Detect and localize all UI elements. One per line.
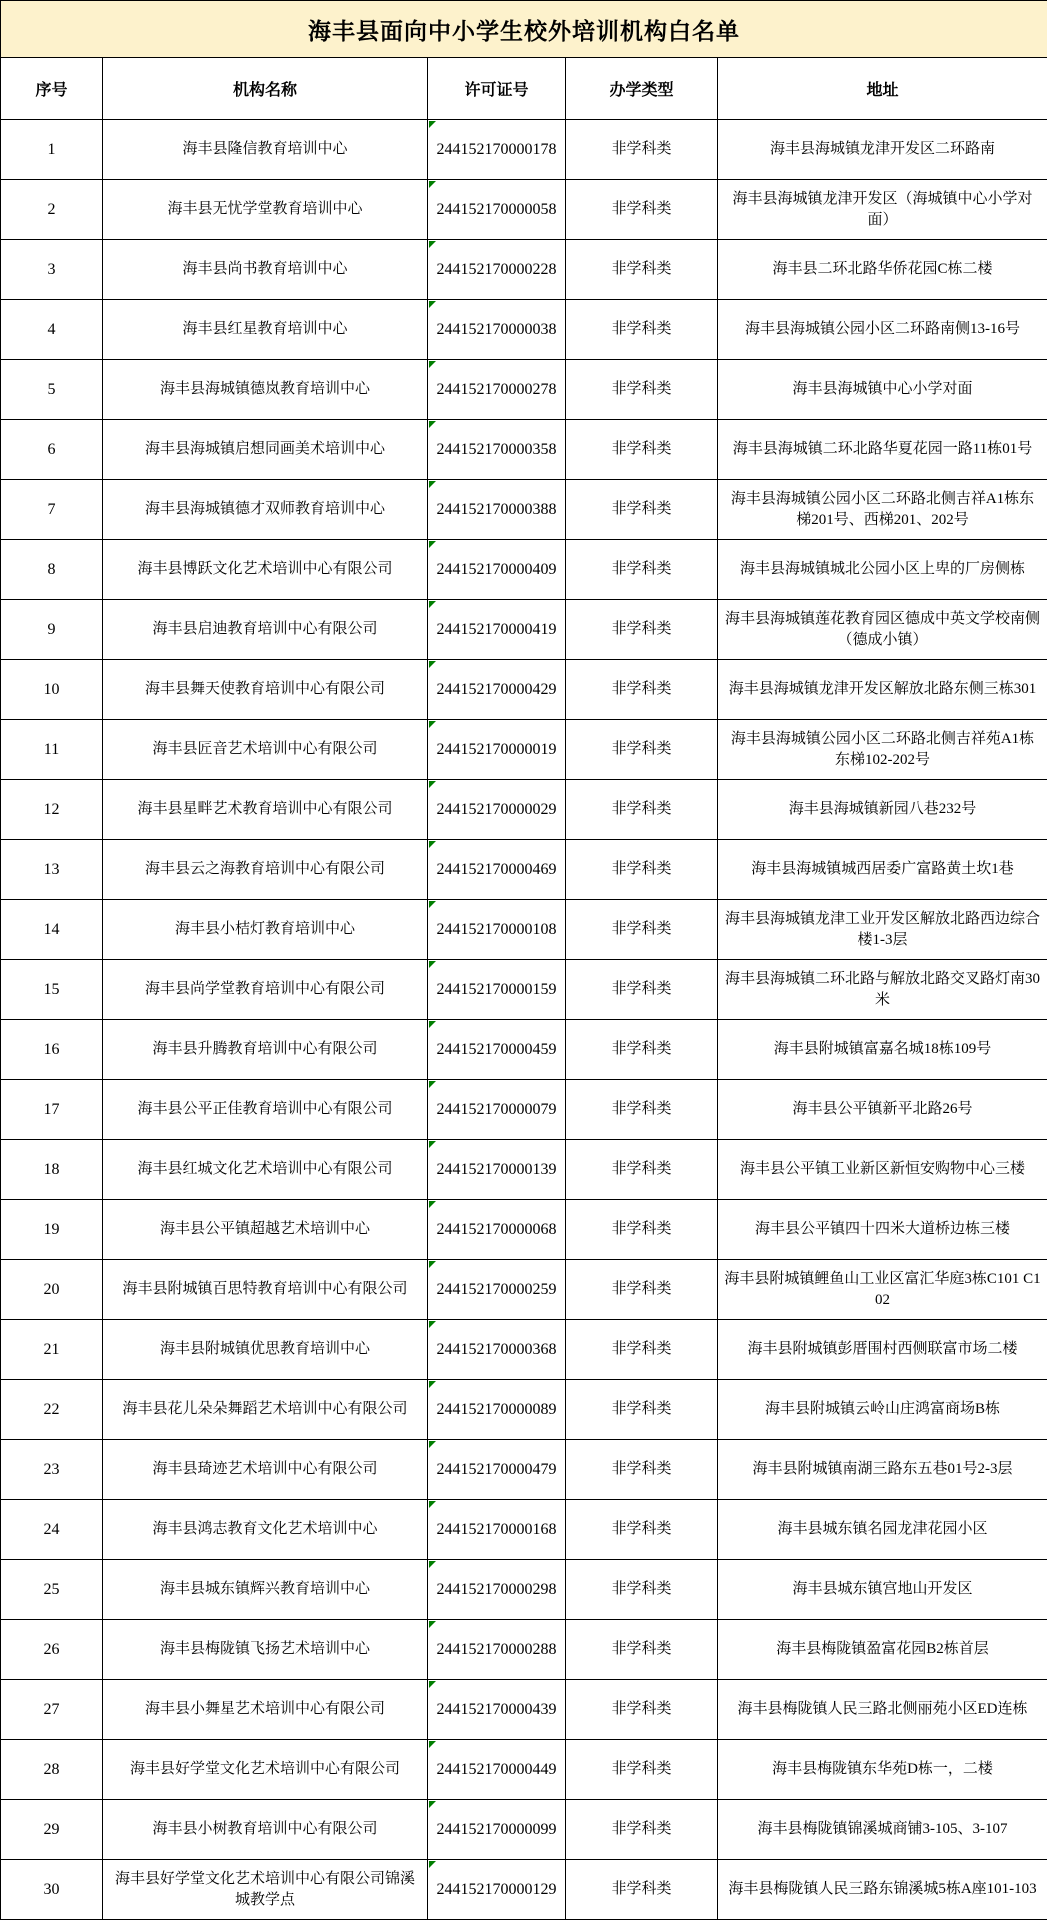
- row-index-cell: 28: [1, 1740, 103, 1800]
- row-index-cell: 3: [1, 240, 103, 300]
- license-number-cell: [428, 840, 566, 900]
- row-index-cell: 15: [1, 960, 103, 1020]
- row-index-cell: 27: [1, 1680, 103, 1740]
- address-cell: 海丰县梅陇镇锦溪城商铺3-105、3-107: [718, 1800, 1047, 1860]
- address-cell: 海丰县公平镇工业新区新恒安购物中心三楼: [718, 1140, 1047, 1200]
- category-cell: 非学科类: [566, 360, 718, 420]
- table-row: [1, 180, 1047, 240]
- address-cell: 海丰县梅陇镇人民三路北侧丽苑小区ED连栋: [718, 1680, 1047, 1740]
- address-cell: 海丰县海城镇莲花教育园区德成中英文学校南侧（德成小镇）: [718, 600, 1047, 660]
- institution-name-cell: 海丰县海城镇启想同画美术培训中心: [103, 420, 428, 480]
- institution-name-cell: 海丰县小桔灯教育培训中心: [103, 900, 428, 960]
- license-number-cell: [428, 660, 566, 720]
- address-cell: 海丰县梅陇镇东华苑D栋一，二楼: [718, 1740, 1047, 1800]
- table-row: [1, 1560, 1047, 1620]
- table-row: [1, 120, 1047, 180]
- license-number: 244152170000068: [436, 1221, 557, 1238]
- category-cell: 非学科类: [566, 1200, 718, 1260]
- institution-name-cell: 海丰县梅陇镇飞扬艺术培训中心: [103, 1620, 428, 1680]
- institution-name-cell: 海丰县红城文化艺术培训中心有限公司: [103, 1140, 428, 1200]
- excel-flag-triangle-icon: [429, 1381, 436, 1388]
- category-cell: 非学科类: [566, 1860, 718, 1920]
- address-cell: 海丰县海城镇二环北路华夏花园一路11栋01号: [718, 420, 1047, 480]
- category-cell: 非学科类: [566, 1320, 718, 1380]
- table-row: [1, 780, 1047, 840]
- address-cell: 海丰县海城镇龙津工业开发区解放北路西边综合楼1-3层: [718, 900, 1047, 960]
- excel-flag-triangle-icon: [429, 721, 436, 728]
- excel-flag-triangle-icon: [429, 1681, 436, 1688]
- row-index-cell: 21: [1, 1320, 103, 1380]
- license-number-cell: [428, 1440, 566, 1500]
- excel-flag-triangle-icon: [429, 1741, 436, 1748]
- table-row: [1, 1740, 1047, 1800]
- excel-flag-triangle-icon: [429, 1621, 436, 1628]
- category-cell: 非学科类: [566, 1140, 718, 1200]
- column-header-address: 地址: [718, 58, 1047, 120]
- institution-name-cell: 海丰县舞天使教育培训中心有限公司: [103, 660, 428, 720]
- institution-name-cell: 海丰县海城镇德才双师教育培训中心: [103, 480, 428, 540]
- address-cell: 海丰县城东镇名园龙津花园小区: [718, 1500, 1047, 1560]
- table-body: [1, 120, 1047, 1920]
- address-cell: 海丰县海城镇公园小区二环路北侧吉祥苑A1栋东梯102-202号: [718, 720, 1047, 780]
- excel-flag-triangle-icon: [429, 361, 436, 368]
- category-cell: 非学科类: [566, 960, 718, 1020]
- title-row: [1, 1, 1047, 58]
- category-cell: 非学科类: [566, 1800, 718, 1860]
- column-header-index: 序号: [1, 58, 103, 120]
- license-number: 244152170000288: [436, 1641, 557, 1658]
- license-number: 244152170000079: [436, 1101, 557, 1118]
- page-title: 海丰县面向中小学生校外培训机构白名单: [1, 1, 1047, 58]
- category-cell: 非学科类: [566, 540, 718, 600]
- institution-name-cell: 海丰县红星教育培训中心: [103, 300, 428, 360]
- table-row: [1, 1320, 1047, 1380]
- institution-name-cell: 海丰县博跃文化艺术培训中心有限公司: [103, 540, 428, 600]
- institution-name-cell: 海丰县好学堂文化艺术培训中心有限公司锦溪城教学点: [103, 1860, 428, 1920]
- row-index-cell: 23: [1, 1440, 103, 1500]
- institution-name-cell: 海丰县公平镇超越艺术培训中心: [103, 1200, 428, 1260]
- address-cell: 海丰县海城镇公园小区二环路北侧吉祥A1栋东梯201号、西梯201、202号: [718, 480, 1047, 540]
- excel-flag-triangle-icon: [429, 1801, 436, 1808]
- table-row: [1, 840, 1047, 900]
- row-index-cell: 12: [1, 780, 103, 840]
- institution-name-cell: 海丰县升腾教育培训中心有限公司: [103, 1020, 428, 1080]
- excel-flag-triangle-icon: [429, 541, 436, 548]
- table-row: [1, 1440, 1047, 1500]
- table-row: [1, 600, 1047, 660]
- address-cell: 海丰县附城镇南湖三路东五巷01号2-3层: [718, 1440, 1047, 1500]
- address-cell: 海丰县海城镇龙津开发区二环路南: [718, 120, 1047, 180]
- license-number: 244152170000139: [436, 1161, 557, 1178]
- category-cell: 非学科类: [566, 1560, 718, 1620]
- license-number: 244152170000058: [436, 201, 557, 218]
- row-index-cell: 30: [1, 1860, 103, 1920]
- excel-flag-triangle-icon: [429, 1861, 436, 1868]
- address-cell: 海丰县海城镇新园八巷232号: [718, 780, 1047, 840]
- license-number-cell: [428, 240, 566, 300]
- institution-name-cell: 海丰县云之海教育培训中心有限公司: [103, 840, 428, 900]
- institution-name-cell: 海丰县海城镇德岚教育培训中心: [103, 360, 428, 420]
- category-cell: 非学科类: [566, 1680, 718, 1740]
- license-number-cell: [428, 960, 566, 1020]
- excel-flag-triangle-icon: [429, 1561, 436, 1568]
- row-index-cell: 25: [1, 1560, 103, 1620]
- address-cell: 海丰县附城镇富嘉名城18栋109号: [718, 1020, 1047, 1080]
- row-index-cell: 1: [1, 120, 103, 180]
- institution-name-cell: 海丰县好学堂文化艺术培训中心有限公司: [103, 1740, 428, 1800]
- license-number-cell: [428, 1080, 566, 1140]
- license-number: 244152170000388: [436, 501, 557, 518]
- license-number: 244152170000278: [436, 381, 557, 398]
- license-number: 244152170000228: [436, 261, 557, 278]
- license-number: 244152170000168: [436, 1521, 557, 1538]
- category-cell: 非学科类: [566, 900, 718, 960]
- license-number: 244152170000449: [436, 1761, 557, 1778]
- category-cell: 非学科类: [566, 1260, 718, 1320]
- license-number: 244152170000459: [436, 1041, 557, 1058]
- category-cell: 非学科类: [566, 780, 718, 840]
- row-index-cell: 26: [1, 1620, 103, 1680]
- category-cell: 非学科类: [566, 1440, 718, 1500]
- license-number-cell: [428, 600, 566, 660]
- row-index-cell: 9: [1, 600, 103, 660]
- institution-name-cell: 海丰县附城镇优思教育培训中心: [103, 1320, 428, 1380]
- category-cell: 非学科类: [566, 1380, 718, 1440]
- excel-flag-triangle-icon: [429, 1321, 436, 1328]
- institution-name-cell: 海丰县尚书教育培训中心: [103, 240, 428, 300]
- table-row: [1, 360, 1047, 420]
- address-cell: 海丰县附城镇彭厝围村西侧联富市场二楼: [718, 1320, 1047, 1380]
- address-cell: 海丰县附城镇鲤鱼山工业区富汇华庭3栋C101 C102: [718, 1260, 1047, 1320]
- license-number-cell: [428, 1680, 566, 1740]
- category-cell: 非学科类: [566, 420, 718, 480]
- table-row: [1, 1680, 1047, 1740]
- table-row: [1, 1800, 1047, 1860]
- excel-flag-triangle-icon: [429, 181, 436, 188]
- license-number: 244152170000029: [436, 801, 557, 818]
- license-number: 244152170000129: [436, 1881, 557, 1898]
- address-cell: 海丰县梅陇镇人民三路东锦溪城5栋A座101-103: [718, 1860, 1047, 1920]
- category-cell: 非学科类: [566, 720, 718, 780]
- category-cell: 非学科类: [566, 660, 718, 720]
- table-row: [1, 540, 1047, 600]
- license-number: 244152170000439: [436, 1701, 557, 1718]
- license-number-cell: [428, 540, 566, 600]
- category-cell: 非学科类: [566, 300, 718, 360]
- excel-flag-triangle-icon: [429, 1201, 436, 1208]
- institution-name-cell: 海丰县无忧学堂教育培训中心: [103, 180, 428, 240]
- license-number-cell: [428, 420, 566, 480]
- table-row: [1, 1020, 1047, 1080]
- license-number-cell: [428, 1860, 566, 1920]
- table-row: [1, 960, 1047, 1020]
- license-number: 244152170000108: [436, 921, 557, 938]
- address-cell: 海丰县城东镇宫地山开发区: [718, 1560, 1047, 1620]
- institution-name-cell: 海丰县附城镇百思特教育培训中心有限公司: [103, 1260, 428, 1320]
- category-cell: 非学科类: [566, 1740, 718, 1800]
- license-number-cell: [428, 180, 566, 240]
- table-row: [1, 1380, 1047, 1440]
- license-number: 244152170000298: [436, 1581, 557, 1598]
- row-index-cell: 13: [1, 840, 103, 900]
- row-index-cell: 11: [1, 720, 103, 780]
- license-number-cell: [428, 780, 566, 840]
- address-cell: 海丰县梅陇镇盈富花园B2栋首层: [718, 1620, 1047, 1680]
- license-number-cell: [428, 1200, 566, 1260]
- table-row: [1, 240, 1047, 300]
- license-number-cell: [428, 1620, 566, 1680]
- license-number: 244152170000178: [436, 141, 557, 158]
- table-row: [1, 300, 1047, 360]
- license-number: 244152170000429: [436, 681, 557, 698]
- license-number: 244152170000019: [436, 741, 557, 758]
- license-number-cell: [428, 360, 566, 420]
- table-row: [1, 1620, 1047, 1680]
- license-number-cell: [428, 120, 566, 180]
- category-cell: 非学科类: [566, 1500, 718, 1560]
- institution-name-cell: 海丰县鸿志教育文化艺术培训中心: [103, 1500, 428, 1560]
- category-cell: 非学科类: [566, 600, 718, 660]
- license-number: 244152170000419: [436, 621, 557, 638]
- address-cell: 海丰县海城镇公园小区二环路南侧13-16号: [718, 300, 1047, 360]
- license-number-cell: [428, 480, 566, 540]
- excel-flag-triangle-icon: [429, 1021, 436, 1028]
- table-row: [1, 900, 1047, 960]
- license-number: 244152170000038: [436, 321, 557, 338]
- institution-name-cell: 海丰县城东镇辉兴教育培训中心: [103, 1560, 428, 1620]
- address-cell: 海丰县海城镇城西居委广富路黄土坎1巷: [718, 840, 1047, 900]
- column-header-type: 办学类型: [566, 58, 718, 120]
- excel-flag-triangle-icon: [429, 1501, 436, 1508]
- row-index-cell: 5: [1, 360, 103, 420]
- table-row: [1, 420, 1047, 480]
- excel-flag-triangle-icon: [429, 661, 436, 668]
- table-row: [1, 1860, 1047, 1920]
- row-index-cell: 20: [1, 1260, 103, 1320]
- row-index-cell: 2: [1, 180, 103, 240]
- license-number-cell: [428, 720, 566, 780]
- address-cell: 海丰县海城镇二环北路与解放北路交叉路灯南30米: [718, 960, 1047, 1020]
- row-index-cell: 7: [1, 480, 103, 540]
- row-index-cell: 14: [1, 900, 103, 960]
- institution-name-cell: 海丰县小舞星艺术培训中心有限公司: [103, 1680, 428, 1740]
- row-index-cell: 24: [1, 1500, 103, 1560]
- row-index-cell: 19: [1, 1200, 103, 1260]
- institution-name-cell: 海丰县隆信教育培训中心: [103, 120, 428, 180]
- row-index-cell: 8: [1, 540, 103, 600]
- category-cell: 非学科类: [566, 120, 718, 180]
- row-index-cell: 22: [1, 1380, 103, 1440]
- table-row: [1, 720, 1047, 780]
- institution-name-cell: 海丰县启迪教育培训中心有限公司: [103, 600, 428, 660]
- excel-flag-triangle-icon: [429, 121, 436, 128]
- excel-flag-triangle-icon: [429, 421, 436, 428]
- row-index-cell: 16: [1, 1020, 103, 1080]
- license-number: 244152170000409: [436, 561, 557, 578]
- license-number-cell: [428, 1500, 566, 1560]
- license-number: 244152170000089: [436, 1401, 557, 1418]
- address-cell: 海丰县海城镇龙津开发区（海城镇中心小学对面）: [718, 180, 1047, 240]
- category-cell: 非学科类: [566, 840, 718, 900]
- institution-name-cell: 海丰县花儿朵朵舞蹈艺术培训中心有限公司: [103, 1380, 428, 1440]
- address-cell: 海丰县海城镇中心小学对面: [718, 360, 1047, 420]
- institution-name-cell: 海丰县小树教育培训中心有限公司: [103, 1800, 428, 1860]
- row-index-cell: 6: [1, 420, 103, 480]
- excel-flag-triangle-icon: [429, 1141, 436, 1148]
- address-cell: 海丰县二环北路华侨花园C栋二楼: [718, 240, 1047, 300]
- license-number-cell: [428, 900, 566, 960]
- row-index-cell: 17: [1, 1080, 103, 1140]
- license-number-cell: [428, 1320, 566, 1380]
- institution-name-cell: 海丰县尚学堂教育培训中心有限公司: [103, 960, 428, 1020]
- license-number: 244152170000469: [436, 861, 557, 878]
- category-cell: 非学科类: [566, 1620, 718, 1680]
- address-cell: 海丰县公平镇新平北路26号: [718, 1080, 1047, 1140]
- license-number: 244152170000099: [436, 1821, 557, 1838]
- excel-flag-triangle-icon: [429, 1081, 436, 1088]
- address-cell: 海丰县海城镇龙津开发区解放北路东侧三栋301: [718, 660, 1047, 720]
- excel-flag-triangle-icon: [429, 841, 436, 848]
- table-row: [1, 1080, 1047, 1140]
- category-cell: 非学科类: [566, 480, 718, 540]
- excel-flag-triangle-icon: [429, 601, 436, 608]
- category-cell: 非学科类: [566, 240, 718, 300]
- excel-flag-triangle-icon: [429, 301, 436, 308]
- column-header-name: 机构名称: [103, 58, 428, 120]
- excel-flag-triangle-icon: [429, 781, 436, 788]
- address-cell: 海丰县海城镇城北公园小区上卑的厂房侧栋: [718, 540, 1047, 600]
- excel-flag-triangle-icon: [429, 1261, 436, 1268]
- excel-flag-triangle-icon: [429, 961, 436, 968]
- institution-name-cell: 海丰县公平正佳教育培训中心有限公司: [103, 1080, 428, 1140]
- category-cell: 非学科类: [566, 180, 718, 240]
- institution-name-cell: 海丰县琦迹艺术培训中心有限公司: [103, 1440, 428, 1500]
- license-number-cell: [428, 1560, 566, 1620]
- table-row: [1, 1140, 1047, 1200]
- excel-flag-triangle-icon: [429, 241, 436, 248]
- license-number-cell: [428, 1740, 566, 1800]
- table-row: [1, 660, 1047, 720]
- row-index-cell: 18: [1, 1140, 103, 1200]
- license-number: 244152170000259: [436, 1281, 557, 1298]
- table-row: [1, 1260, 1047, 1320]
- header-row: [1, 58, 1047, 120]
- license-number: 244152170000368: [436, 1341, 557, 1358]
- column-header-license: 许可证号: [428, 58, 566, 120]
- row-index-cell: 10: [1, 660, 103, 720]
- license-number: 244152170000479: [436, 1461, 557, 1478]
- category-cell: 非学科类: [566, 1020, 718, 1080]
- license-number-cell: [428, 1800, 566, 1860]
- excel-flag-triangle-icon: [429, 1441, 436, 1448]
- excel-flag-triangle-icon: [429, 481, 436, 488]
- row-index-cell: 4: [1, 300, 103, 360]
- table-row: [1, 1200, 1047, 1260]
- license-number-cell: [428, 1140, 566, 1200]
- license-number-cell: [428, 1260, 566, 1320]
- table-row: [1, 480, 1047, 540]
- institution-name-cell: 海丰县星畔艺术教育培训中心有限公司: [103, 780, 428, 840]
- address-cell: 海丰县公平镇四十四米大道桥边栋三楼: [718, 1200, 1047, 1260]
- address-cell: 海丰县附城镇云岭山庄鸿富商场B栋: [718, 1380, 1047, 1440]
- institution-name-cell: 海丰县匠音艺术培训中心有限公司: [103, 720, 428, 780]
- license-number-cell: [428, 300, 566, 360]
- category-cell: 非学科类: [566, 1080, 718, 1140]
- excel-flag-triangle-icon: [429, 901, 436, 908]
- table-row: [1, 1500, 1047, 1560]
- license-number-cell: [428, 1020, 566, 1080]
- row-index-cell: 29: [1, 1800, 103, 1860]
- license-number: 244152170000159: [436, 981, 557, 998]
- license-number: 244152170000358: [436, 441, 557, 458]
- license-number-cell: [428, 1380, 566, 1440]
